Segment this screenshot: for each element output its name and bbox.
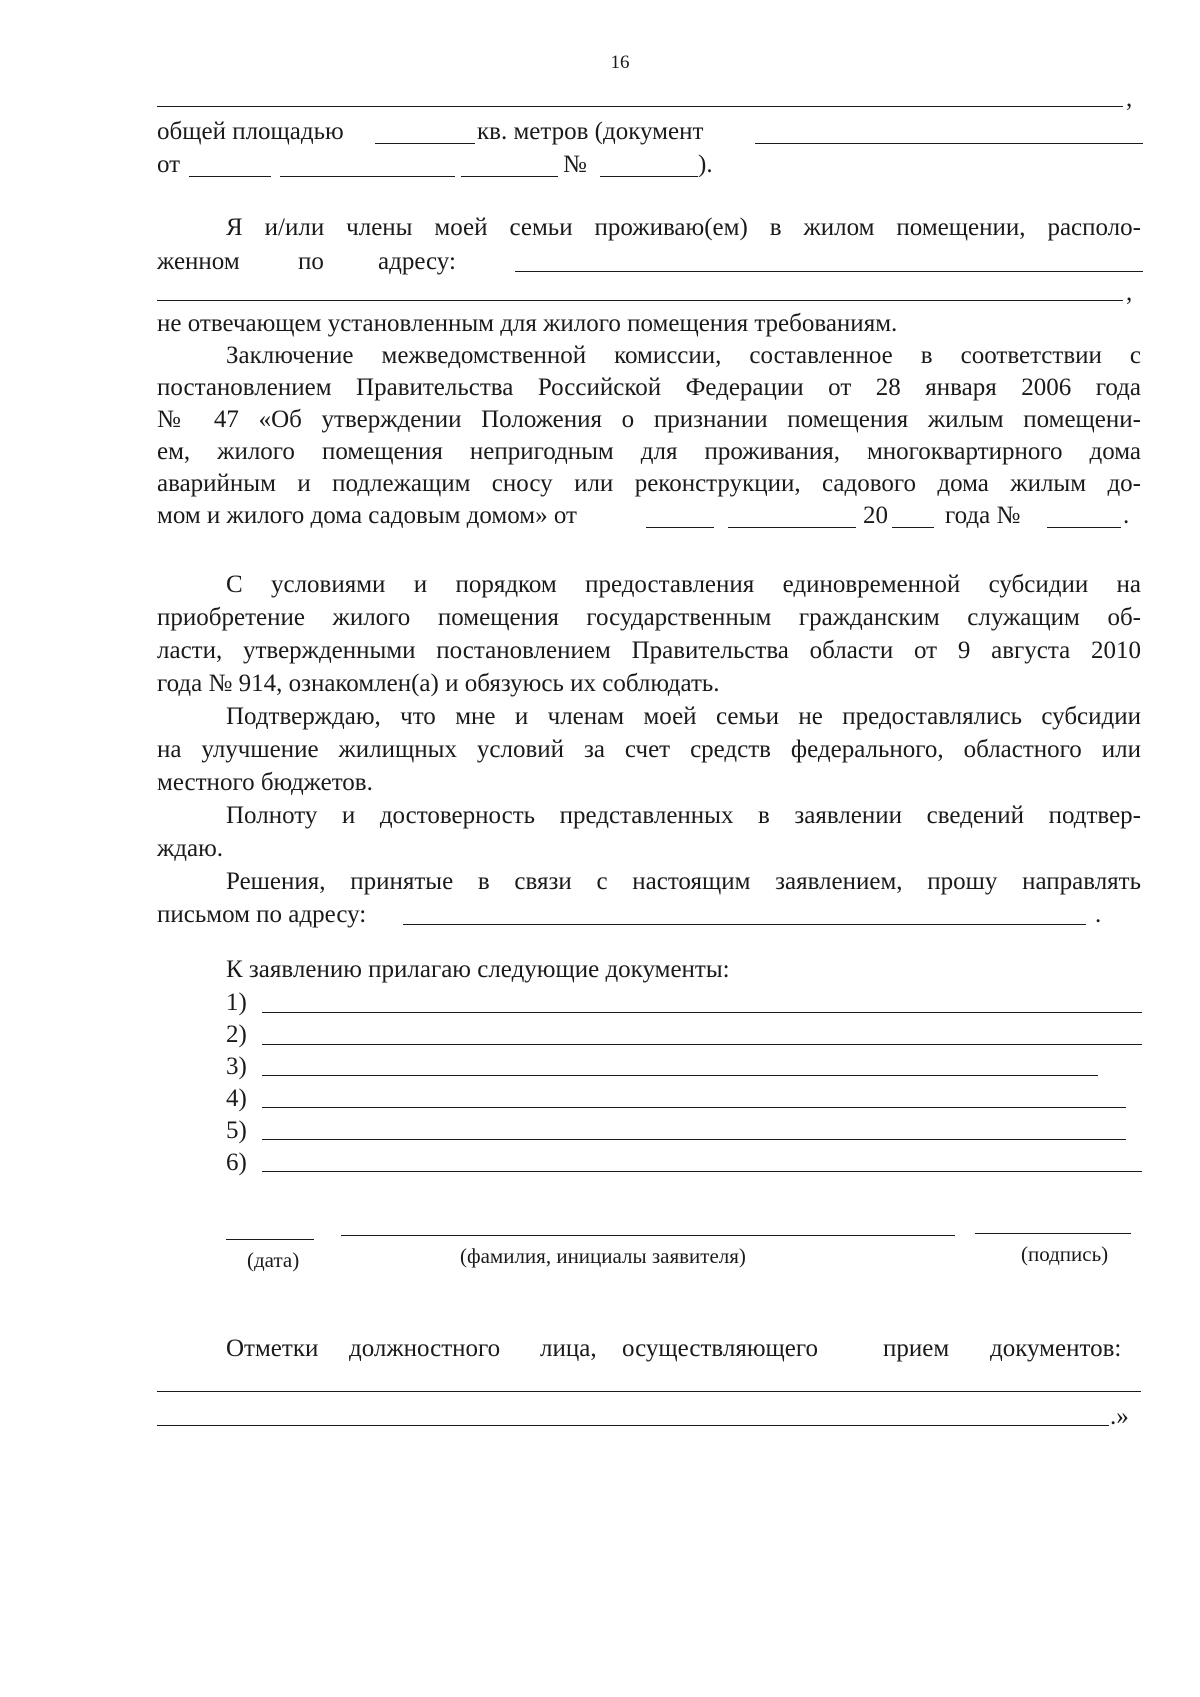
applicant-name-field[interactable] [341, 1235, 955, 1236]
conclusion-month-field[interactable] [728, 527, 856, 528]
conclusion-line-1: Заключение межведомственной комиссии, составленное в соответствии с [226, 342, 1141, 369]
close-paren: ). [698, 151, 713, 178]
conditions-line-4: года № 914, ознакомлен(а) и обязуюсь их соблюдать. [157, 670, 720, 697]
confirmation-line-1: Подтверждаю, что мне и членам моей семьи не предоставлялись субсидии [226, 703, 1141, 730]
from-label: от [157, 151, 181, 178]
official-word-3: лица, [540, 1335, 597, 1362]
end-dot: . [1123, 502, 1130, 529]
residence-address-field[interactable] [515, 271, 1143, 272]
conditions-line-2: приобретение жилого помещения государственным гражданским служащим об- [157, 604, 1141, 631]
document-month-field[interactable] [280, 176, 455, 177]
address-continuation-line[interactable] [157, 106, 1123, 107]
document-day-field[interactable] [189, 176, 271, 177]
conclusion-line-3: № 47 «Об утверждении Положения о признании помещения жилым помещени- [157, 406, 1141, 433]
document-year-field[interactable] [461, 176, 558, 177]
conclusion-line-6: мом и жилого дома садовым домом» от [157, 502, 577, 529]
signature-field[interactable] [975, 1233, 1131, 1234]
attachment-number: 5) [226, 1117, 247, 1144]
residence-address-field-2[interactable] [157, 300, 1123, 301]
attachment-number: 4) [226, 1085, 247, 1112]
attachment-field-4[interactable] [262, 1107, 1126, 1108]
conclusion-line-2: постановлением Правительства Российской Федерации от 28 января 2006 года [157, 374, 1141, 401]
attachment-number: 1) [226, 989, 247, 1016]
attachment-number: 2) [226, 1021, 247, 1048]
number-sign: № [563, 151, 587, 178]
attachment-number: 3) [226, 1053, 247, 1080]
attachment-field-2[interactable] [262, 1044, 1142, 1045]
attachment-field-3[interactable] [262, 1075, 1098, 1076]
closing-quote: .» [1110, 1403, 1129, 1430]
date-field[interactable] [226, 1239, 314, 1240]
trailing-comma: , [1126, 85, 1133, 112]
residence-word-po: по [298, 248, 324, 275]
trailing-comma: , [1126, 279, 1133, 306]
official-word-6: документов: [990, 1335, 1122, 1362]
conclusion-year-label: года № [945, 502, 1021, 529]
official-word-5: прием [883, 1335, 950, 1362]
area-units-label: кв. метров (документ [477, 118, 704, 145]
official-word-4: осуществляющего [622, 1335, 818, 1362]
page-number: 16 [610, 52, 630, 73]
end-dot: . [1095, 901, 1102, 928]
area-field[interactable] [375, 143, 475, 144]
attachment-field-5[interactable] [262, 1139, 1126, 1140]
attachments-heading: К заявлению прилагаю следующие документы: [226, 956, 730, 983]
decisions-line-1: Решения, принятые в связи с настоящим заявлением, прошу направлять [226, 868, 1141, 895]
decisions-line-2: письмом по адресу: [157, 901, 367, 928]
mailing-address-field[interactable] [403, 924, 1086, 925]
attachment-field-1[interactable] [262, 1012, 1142, 1013]
conclusion-year-field[interactable] [892, 527, 934, 528]
confirmation-line-3: местного бюджетов. [157, 769, 373, 796]
conclusion-line-5: аварийным и подлежащим сносу или реконструкции, садового дома жилым до- [157, 470, 1141, 497]
confirmation-line-2: на улучшение жилищных условий за счет средств федерального, областного или [157, 736, 1141, 763]
accuracy-line-2: ждаю. [157, 835, 224, 862]
residence-line-3: не отвечающем установленным для жилого помещения требованиям. [157, 310, 898, 337]
document-field[interactable] [755, 143, 1143, 144]
conditions-line-3: ласти, утвержденными постановлением Правительства области от 9 августа 2010 [157, 637, 1141, 664]
date-caption: (дата) [247, 1248, 300, 1272]
attachment-field-6[interactable] [262, 1171, 1142, 1172]
official-notes-field-1[interactable] [157, 1391, 1141, 1392]
document-number-field[interactable] [600, 176, 698, 177]
conclusion-year-prefix: 20 [863, 502, 888, 529]
official-notes-field-2[interactable] [157, 1425, 1109, 1426]
conditions-line-1: С условиями и порядком предоставления единовременной субсидии на [226, 571, 1141, 598]
accuracy-line-1: Полноту и достоверность представленных в заявлении сведений подтвер- [226, 802, 1141, 829]
signature-caption: (подпись) [1021, 1242, 1109, 1266]
residence-line-1: Я и/или члены моей семьи проживаю(ем) в жилом помещении, располо- [226, 214, 1141, 241]
conclusion-number-field[interactable] [1047, 527, 1121, 528]
residence-word-adresu: адресу: [378, 248, 456, 275]
conclusion-day-field[interactable] [646, 527, 714, 528]
area-label: общей площадью [157, 118, 344, 145]
official-word-2: должностного [349, 1335, 501, 1362]
applicant-name-caption: (фамилия, инициалы заявителя) [460, 1244, 746, 1268]
conclusion-line-4: ем, жилого помещения непригодным для проживания, многоквартирного дома [157, 438, 1141, 465]
residence-word-zhennom: женном [157, 248, 240, 275]
official-word-1: Отметки [226, 1335, 319, 1362]
attachment-number: 6) [226, 1149, 247, 1176]
